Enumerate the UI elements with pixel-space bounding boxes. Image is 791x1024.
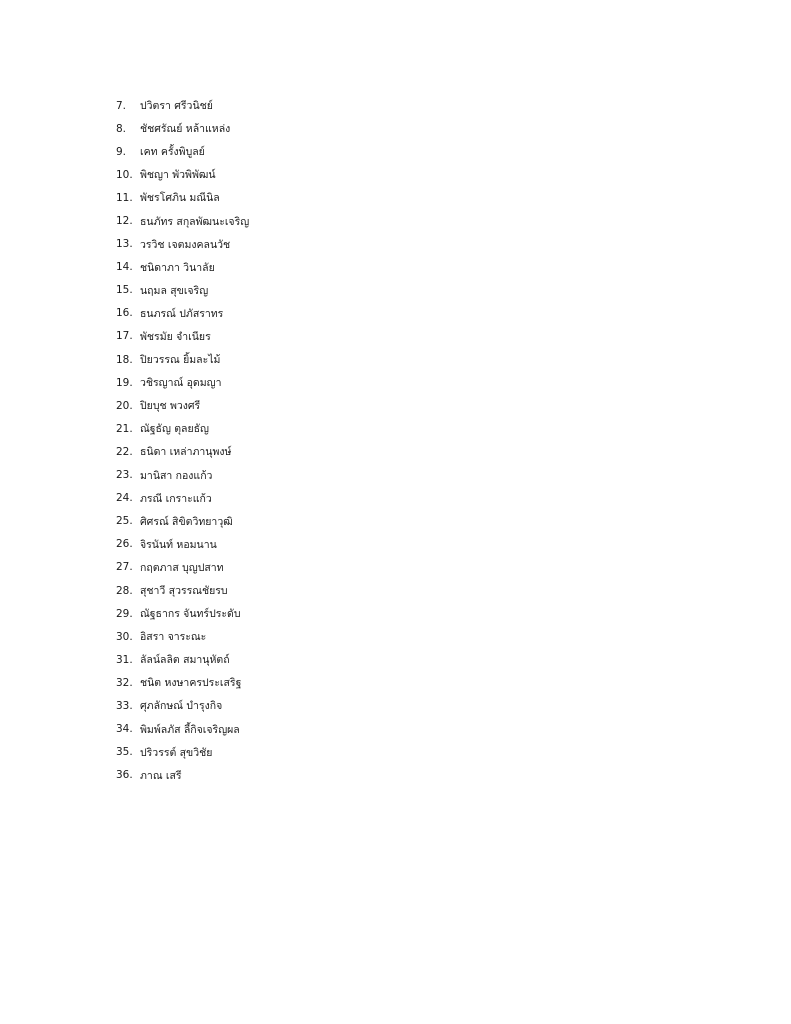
list-item	[116, 325, 249, 348]
item-name: พัชรมัย จำเนียร	[140, 330, 211, 343]
item-number: 7.	[116, 99, 127, 112]
list-item	[116, 533, 249, 556]
item-name: ปวิตรา ศรีวนิชย์	[140, 100, 213, 113]
item-name: ศิศรณ์ สิขิตวิทยาวุฒิ	[140, 515, 233, 528]
item-number: 25.	[116, 515, 133, 528]
item-name: วรวิช เจตมงคลนวัช	[140, 238, 231, 251]
item-name: ธนภัทร สกุลพัฒนะเจริญ	[140, 215, 250, 228]
item-number: 10.	[116, 168, 133, 181]
list-item	[116, 94, 249, 117]
list-item	[116, 117, 249, 140]
item-number: 29.	[116, 607, 133, 620]
item-number: 33.	[116, 699, 133, 712]
item-number: 19.	[116, 376, 133, 389]
item-name: ปิยวรรณ ยิ้มละไม้	[140, 354, 221, 367]
item-number: 11.	[116, 191, 133, 204]
list-item	[116, 371, 249, 394]
item-name: วชิรญาณ์ อุดมญา	[140, 377, 222, 390]
list-item	[116, 510, 249, 533]
item-number: 21.	[116, 422, 133, 435]
list-item	[116, 464, 249, 487]
list-item	[116, 671, 249, 694]
item-number: 16.	[116, 307, 133, 320]
item-number: 14.	[116, 261, 133, 274]
item-name: สุชาวี สุวรรณชัยรบ	[140, 585, 228, 598]
list-item	[116, 348, 249, 371]
list-item	[116, 648, 249, 671]
item-number: 30.	[116, 630, 133, 643]
item-number: 36.	[116, 769, 133, 782]
item-name: มานิสา กองแก้ว	[140, 469, 213, 482]
item-number: 24.	[116, 492, 133, 505]
item-name: ลัลน์ลลิต สมานุหัตถ์	[140, 654, 230, 667]
item-name: อิสรา จาระณะ	[140, 631, 207, 644]
list-item	[116, 233, 249, 256]
list-item	[116, 302, 249, 325]
list-item	[116, 394, 249, 417]
item-name: พิชญา พัวพิพัฒน์	[140, 169, 216, 182]
item-number: 22.	[116, 445, 133, 458]
list-item	[116, 602, 249, 625]
list-item	[116, 186, 249, 209]
item-name: ศุภลักษณ์ บำรุงกิจ	[140, 700, 223, 713]
item-name: ภรณี เกราะแก้ว	[140, 492, 212, 505]
item-name: ณัฐธากร จันทร์ประดับ	[140, 608, 241, 621]
list-item	[116, 279, 249, 302]
name-list	[116, 94, 249, 787]
item-number: 13.	[116, 238, 133, 251]
item-number: 17.	[116, 330, 133, 343]
list-item	[116, 163, 249, 186]
item-number: 9.	[116, 145, 127, 158]
item-number: 8.	[116, 122, 127, 135]
list-item	[116, 764, 249, 787]
item-number: 18.	[116, 353, 133, 366]
item-number: 34.	[116, 723, 133, 736]
list-item	[116, 140, 249, 163]
item-name: ชนิต หงษาครประเสริฐ	[140, 677, 242, 690]
item-name: เคท ครั้งพิบูลย์	[140, 146, 205, 159]
item-name: ปริวรรต์ สุขวิชัย	[140, 746, 213, 759]
item-number: 20.	[116, 399, 133, 412]
item-name: กฤตภาส บุญปสาท	[140, 561, 224, 574]
item-name: ปิยบุช พวงศรี	[140, 400, 201, 413]
item-name: พัชรโศภิน มณีนิล	[140, 192, 220, 205]
item-number: 32.	[116, 676, 133, 689]
item-number: 35.	[116, 746, 133, 759]
item-number: 26.	[116, 538, 133, 551]
item-number: 28.	[116, 584, 133, 597]
list-item	[116, 209, 249, 232]
list-item	[116, 625, 249, 648]
item-number: 15.	[116, 284, 133, 297]
item-name: ธนภรณ์ ปภัสราทร	[140, 307, 224, 320]
item-number: 27.	[116, 561, 133, 574]
item-name: จิรนันท์ หอมนาน	[140, 538, 217, 551]
list-item	[116, 556, 249, 579]
item-name: ชัชศรัณย์ หล้าแหล่ง	[140, 123, 231, 136]
item-number: 31.	[116, 653, 133, 666]
item-number: 12.	[116, 215, 133, 228]
list-item	[116, 417, 249, 440]
item-number: 23.	[116, 469, 133, 482]
list-item	[116, 487, 249, 510]
list-item	[116, 579, 249, 602]
item-name: พิมพ์ลภัส ลี้กิจเจริญผล	[140, 723, 240, 736]
item-name: ภาณ เสรี	[140, 769, 182, 782]
list-item	[116, 694, 249, 717]
item-name: ณัฐธัญ ตุลยธัญ	[140, 423, 209, 436]
item-name: นฤมล สุขเจริญ	[140, 284, 209, 297]
item-name: ชนิดาภา วินาลัย	[140, 261, 215, 274]
list-item	[116, 440, 249, 463]
list-item	[116, 718, 249, 741]
item-name: ธนิดา เหล่าภานุพงษ์	[140, 446, 232, 459]
list-item	[116, 256, 249, 279]
list-item	[116, 741, 249, 764]
